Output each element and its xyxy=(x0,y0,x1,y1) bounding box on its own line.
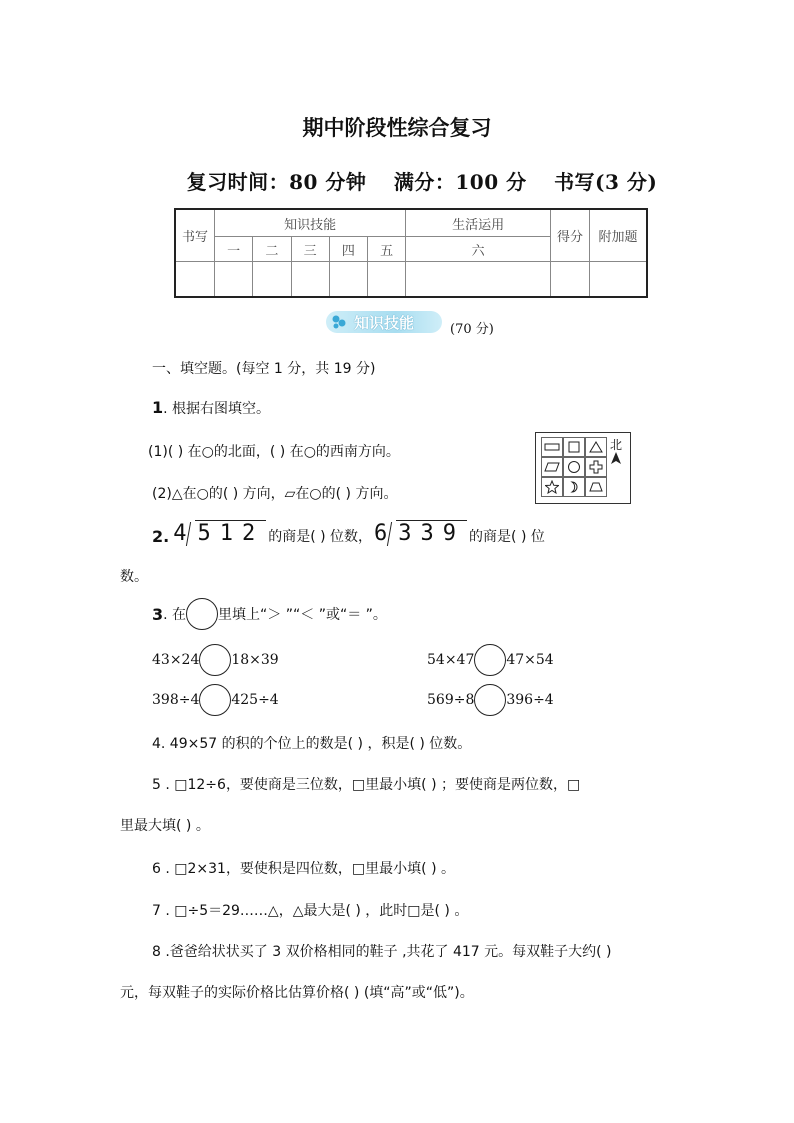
question-number: 3 xyxy=(152,604,164,624)
answer-circle[interactable] xyxy=(474,644,506,676)
question-number: 1 xyxy=(152,398,164,417)
triangle-icon xyxy=(585,437,607,457)
section-badge xyxy=(326,311,442,333)
part1-heading: 一、填空题。(每空 1 分，共 19 分) xyxy=(152,361,376,377)
score-cell[interactable] xyxy=(175,262,215,298)
score-col-life: 生活运用 xyxy=(406,209,551,237)
question-2 xyxy=(152,520,545,546)
page-title: 期中阶段性综合复习 xyxy=(302,115,492,140)
compare-left: 43×24 xyxy=(152,652,200,668)
score-col-6: 六 xyxy=(406,237,551,262)
answer-circle[interactable] xyxy=(199,644,231,676)
score-cell[interactable] xyxy=(215,262,253,298)
answer-circle[interactable] xyxy=(199,684,231,716)
compare-row xyxy=(427,644,554,676)
question-text: 里填上“＞ ”“＜ ”或“＝ ”。 xyxy=(218,607,387,623)
score-table xyxy=(174,208,648,298)
dividend: 512 xyxy=(197,521,265,546)
square-icon xyxy=(563,437,585,457)
question-3 xyxy=(152,598,387,630)
compare-row xyxy=(152,644,279,676)
score-cell[interactable] xyxy=(329,262,367,298)
question-1 xyxy=(152,398,270,418)
compare-left: 569÷8 xyxy=(427,692,475,708)
compare-row xyxy=(152,684,279,716)
rectangle-icon xyxy=(541,437,563,457)
exam-writing-score: 书写(3 分) xyxy=(554,170,658,194)
exam-time: 复习时间：80 分钟 xyxy=(186,170,367,194)
compare-left: 398÷4 xyxy=(152,692,200,708)
compare-circle-icon xyxy=(186,598,218,630)
score-col-writing: 书写 xyxy=(175,209,215,262)
cross-icon xyxy=(585,457,607,477)
score-cell[interactable] xyxy=(590,262,648,298)
exam-full-score: 满分：100 分 xyxy=(393,170,527,194)
score-col-score: 得分 xyxy=(551,209,590,262)
score-cell[interactable] xyxy=(406,262,551,298)
score-col-5: 五 xyxy=(368,237,406,262)
flower-icon xyxy=(330,313,348,331)
circle-icon xyxy=(563,457,585,477)
divisor: 6 xyxy=(374,521,388,546)
direction-map xyxy=(535,432,631,504)
north-arrow-icon xyxy=(610,451,622,465)
compare-right: 425÷4 xyxy=(231,692,279,708)
divisor: 4 xyxy=(173,521,187,546)
score-col-4: 四 xyxy=(329,237,367,262)
trapezoid-icon xyxy=(585,477,607,497)
exam-info xyxy=(0,166,794,195)
score-col-3: 三 xyxy=(291,237,329,262)
question-text: . 在 xyxy=(163,607,187,623)
question-5: 5 . □12÷6，要使商是三位数，□里最小填( ) ；要使商是两位数，□ xyxy=(152,777,581,793)
score-col-knowledge: 知识技能 xyxy=(215,209,406,237)
question-number: 2. xyxy=(152,527,170,546)
compare-left: 54×47 xyxy=(427,652,475,668)
long-division-1 xyxy=(173,520,266,546)
compare-right: 396÷4 xyxy=(506,692,554,708)
score-cell[interactable] xyxy=(253,262,291,298)
question-8-line2: 元，每双鞋子的实际价格比估算价格( ) (填“高”或“低”)。 xyxy=(120,985,474,1001)
score-col-2: 二 xyxy=(253,237,291,262)
question-2-mid: 的商是( ) 位数， xyxy=(268,529,373,545)
question-1-sub1: (1)( ) 在○的北面，( ) 在○的西南方向。 xyxy=(148,444,400,460)
star-icon xyxy=(541,477,563,497)
score-cell[interactable] xyxy=(368,262,406,298)
section-badge-label: 知识技能 xyxy=(354,313,415,332)
question-5-line2: 里最大填( ) 。 xyxy=(120,818,210,834)
compare-row xyxy=(427,684,554,716)
question-text: . 根据右图填空。 xyxy=(163,401,271,417)
score-col-extra: 附加题 xyxy=(590,209,648,262)
section-points: (70 分) xyxy=(450,322,494,337)
score-cell[interactable] xyxy=(551,262,590,298)
parallelogram-icon xyxy=(541,457,563,477)
question-2-end: 的商是( ) 位 xyxy=(469,529,545,545)
question-7: 7 . □÷5＝29……△，△最大是( ) ，此时□是( ) 。 xyxy=(152,903,469,919)
moon-icon xyxy=(563,477,585,497)
dividend: 339 xyxy=(398,521,466,546)
question-6: 6 . □2×31，要使积是四位数，□里最小填( ) 。 xyxy=(152,861,455,877)
compare-right: 47×54 xyxy=(506,652,554,668)
question-4: 4. 49×57 的积的个位上的数是( ) ，积是( ) 位数。 xyxy=(152,736,472,752)
compare-right: 18×39 xyxy=(231,652,279,668)
score-col-1: 一 xyxy=(215,237,253,262)
long-division-2 xyxy=(374,520,467,546)
score-cell[interactable] xyxy=(291,262,329,298)
question-2-line2: 数。 xyxy=(120,569,148,585)
question-8: 8 .爸爸给状状买了 3 双价格相同的鞋子 ,共花了 417 元。每双鞋子大约( ) xyxy=(152,944,612,960)
answer-circle[interactable] xyxy=(474,684,506,716)
question-1-sub2: (2)△在○的( ) 方向，▱在○的( ) 方向。 xyxy=(152,486,398,502)
north-label: 北 xyxy=(610,438,623,452)
